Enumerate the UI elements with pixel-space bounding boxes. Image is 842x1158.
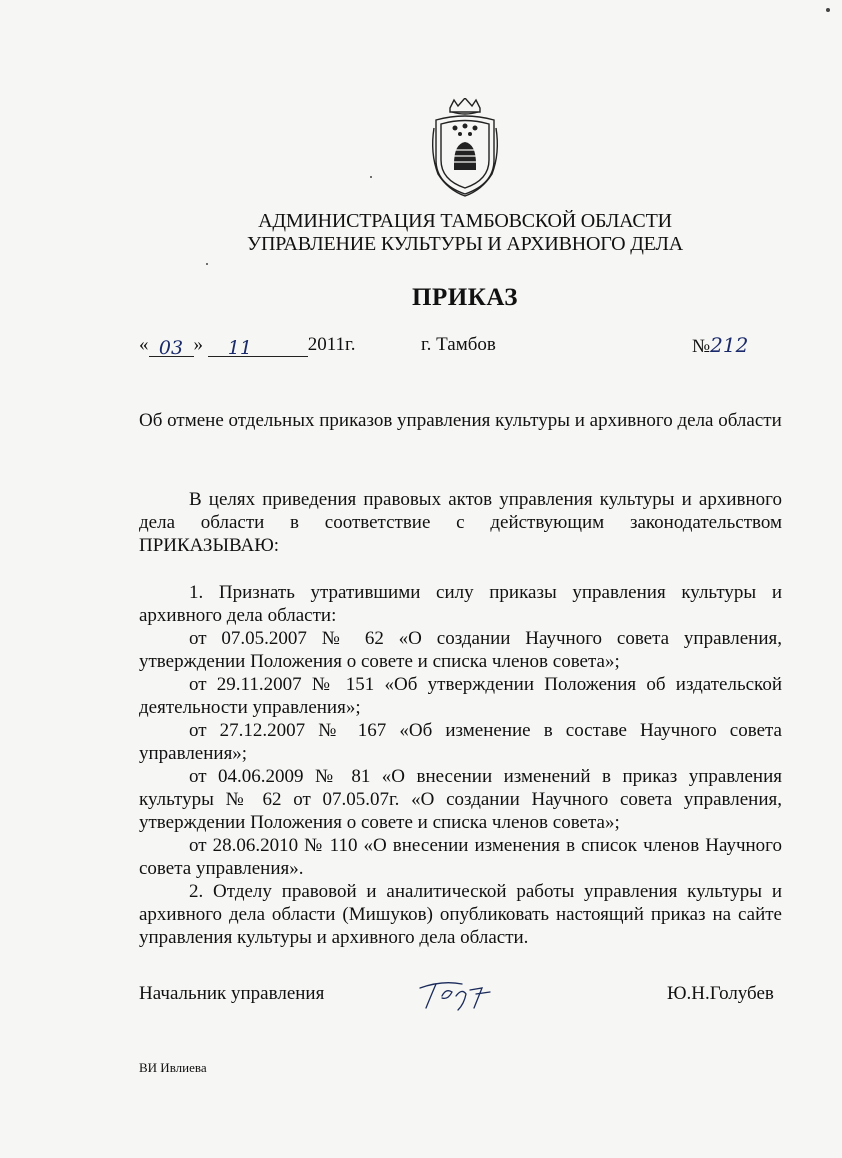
order-item: от 07.05.2007 № 62 «О создании Научного совета управления, утверждении Положения о совете и списка членов совета»; [139, 628, 782, 672]
order-item: 1. Признать утратившими силу приказы управления культуры и архивного дела области: [139, 582, 782, 626]
signatory-position: Начальник управления [139, 983, 325, 1004]
order-number: №212 [692, 333, 749, 357]
handwritten-signature [412, 974, 502, 1014]
date-year: 2011г. [307, 334, 356, 355]
order-item: от 28.06.2010 № 110 «О внесении изменения в список членов Научного совета управления». [139, 835, 782, 879]
order-item: 2. Отделу правовой и аналитической работы управления культуры и архивного дела области (Мишуков) опубликовать настоящий приказ на сайте управления культуры и архивного дела области. [139, 881, 782, 948]
order-item: от 29.11.2007 № 151 «Об утверждении Положения об издательской деятельности управления»; [139, 674, 782, 718]
order-number-value: 212 [710, 333, 749, 357]
order-date: « 03 » 11 2011г. [139, 334, 356, 359]
scan-speck [206, 263, 208, 265]
executor: ВИ Ивлиева [139, 1060, 207, 1075]
coat-of-arms-icon [428, 98, 502, 198]
date-month: 11 [227, 337, 252, 359]
signatory-name: Ю.Н.Голубев [667, 983, 774, 1004]
preamble-text: В целях приведения правовых актов управления культуры и архивного дела области в соответствие с действующим законодательством ПРИКАЗЫВАЮ: [139, 489, 782, 556]
date-day: 03 [158, 337, 184, 359]
organization-line-2: УПРАВЛЕНИЕ КУЛЬТУРЫ И АРХИВНОГО ДЕЛА [246, 233, 684, 255]
order-subject: Об отмене отдельных приказов управления культуры и архивного дела области [139, 410, 782, 431]
document-title: ПРИКАЗ [412, 284, 518, 311]
preamble [139, 488, 782, 557]
order-items [139, 581, 782, 949]
scan-speck [826, 8, 830, 12]
order-city: г. Тамбов [421, 334, 496, 355]
scan-speck [370, 176, 372, 178]
organization-line-1: АДМИНИСТРАЦИЯ ТАМБОВСКОЙ ОБЛАСТИ [258, 210, 672, 232]
order-item: от 04.06.2009 № 81 «О внесении изменений в приказ управления культуры № 62 от 07.05.07г. «О создании Научного совета управления, утверждении Положения о совете и списка членов совета»; [139, 766, 782, 833]
order-item: от 27.12.2007 № 167 «Об изменение в составе Научного совета управления»; [139, 720, 782, 764]
